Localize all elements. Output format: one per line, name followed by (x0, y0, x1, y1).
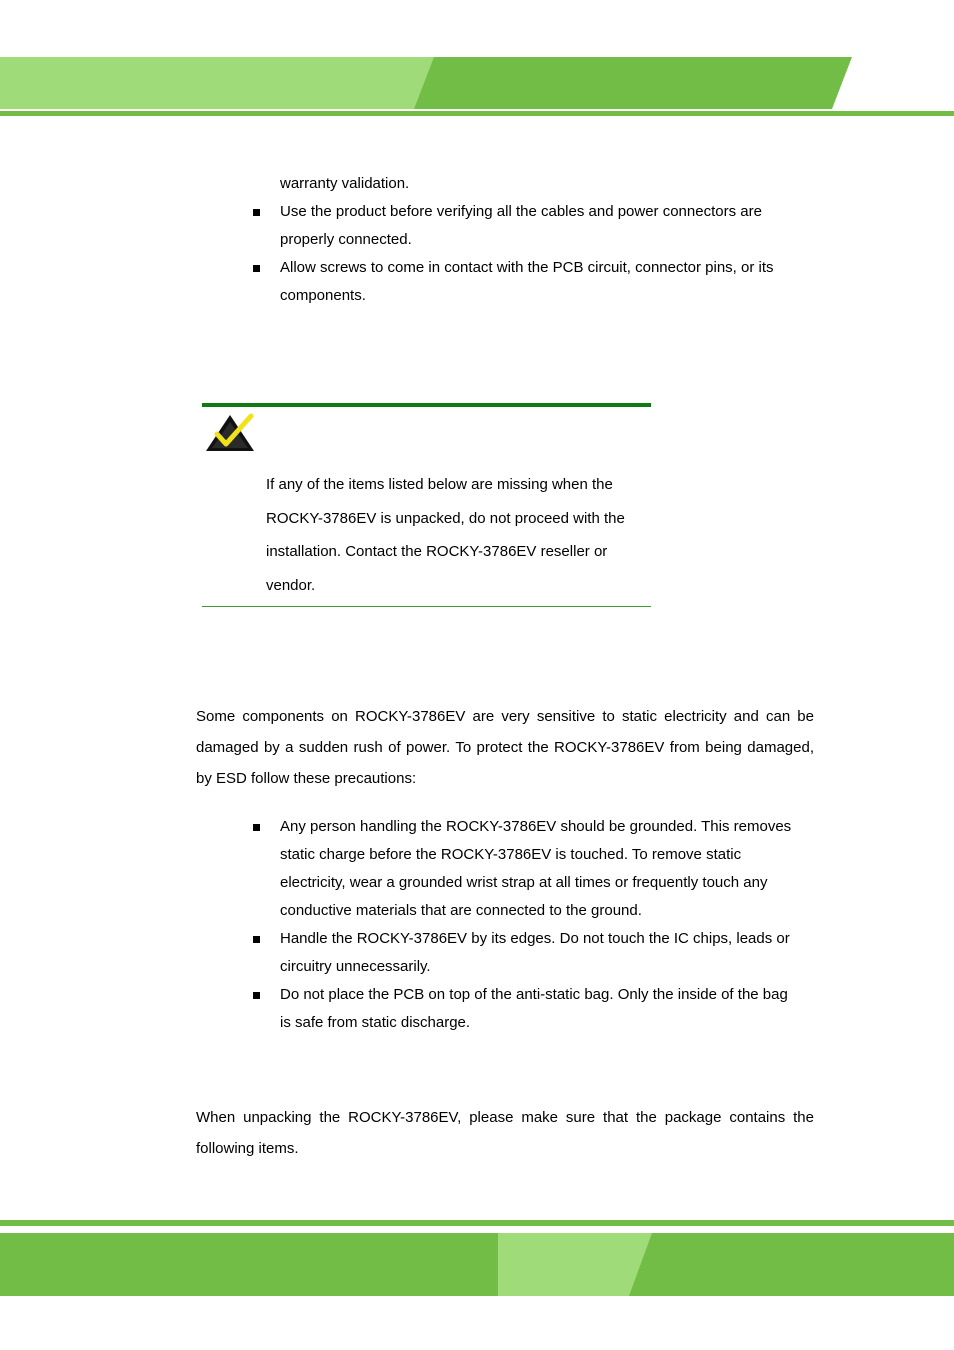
footer-graphic (0, 1220, 954, 1296)
check-warning-icon (204, 413, 256, 453)
header-white-gap (832, 57, 954, 109)
note-top-rule (202, 403, 651, 407)
list-item-line: electricity, wear a grounded wrist strap at all times or frequently touch any (280, 874, 768, 891)
header-banner (0, 57, 954, 117)
header-dark-band (414, 57, 852, 109)
list-item-line: Handle the ROCKY-3786EV by its edges. Do not touch the IC chips, leads or (280, 930, 790, 947)
note-text-line: installation. Contact the ROCKY-3786EV reseller or (266, 543, 608, 560)
bullet-square-icon (253, 265, 260, 272)
list-item-line: is safe from static discharge. (280, 1014, 471, 1031)
note-text-line: ROCKY-3786EV is unpacked, do not proceed with the (266, 509, 625, 527)
list-item-line: properly connected. (280, 231, 412, 248)
list-item-line: Do not place the PCB on top of the anti-static bag. Only the inside of the bag (280, 986, 788, 1003)
list-item-line: Use the product before verifying all the cables and power connectors are (280, 203, 762, 220)
list-item-line: circuitry unnecessarily. (280, 958, 431, 975)
esd-paragraph: Some components on ROCKY-3786EV are very sensitive to static electricity and can be damaged by a sudden rush of power. To protect the ROCKY-3786EV from being damaged, by ESD follow these precautions: (196, 708, 814, 787)
footer-light-band (498, 1233, 652, 1296)
unpacking-paragraph: When unpacking the ROCKY-3786EV, please make sure that the package contains the following items. (196, 1109, 814, 1157)
list-item-line: conductive materials that are connected to the ground. (280, 902, 642, 919)
header-graphic (0, 57, 954, 117)
note-bottom-rule (202, 606, 651, 607)
footer-banner (0, 1220, 954, 1296)
note-text-line: If any of the items listed below are missing when the (266, 476, 613, 493)
bullet-square-icon (253, 824, 260, 831)
note-text-line: vendor. (266, 576, 316, 594)
list-item-line: static charge before the ROCKY-3786EV is touched. To remove static (280, 846, 742, 863)
list-item-line: Any person handling the ROCKY-3786EV should be grounded. This removes (280, 818, 792, 835)
footer-dark-band (0, 1233, 954, 1296)
list-item-line: Allow screws to come in contact with the PCB circuit, connector pins, or its (280, 259, 774, 276)
bullet-square-icon (253, 936, 260, 943)
bullet-square-icon (253, 992, 260, 999)
header-underline (0, 111, 954, 116)
list-item-continuation: warranty validation. (280, 175, 410, 192)
note-box (202, 403, 651, 608)
list-item-line: components. (280, 287, 366, 304)
bullet-square-icon (253, 209, 260, 216)
footer-top-rule (0, 1220, 954, 1226)
